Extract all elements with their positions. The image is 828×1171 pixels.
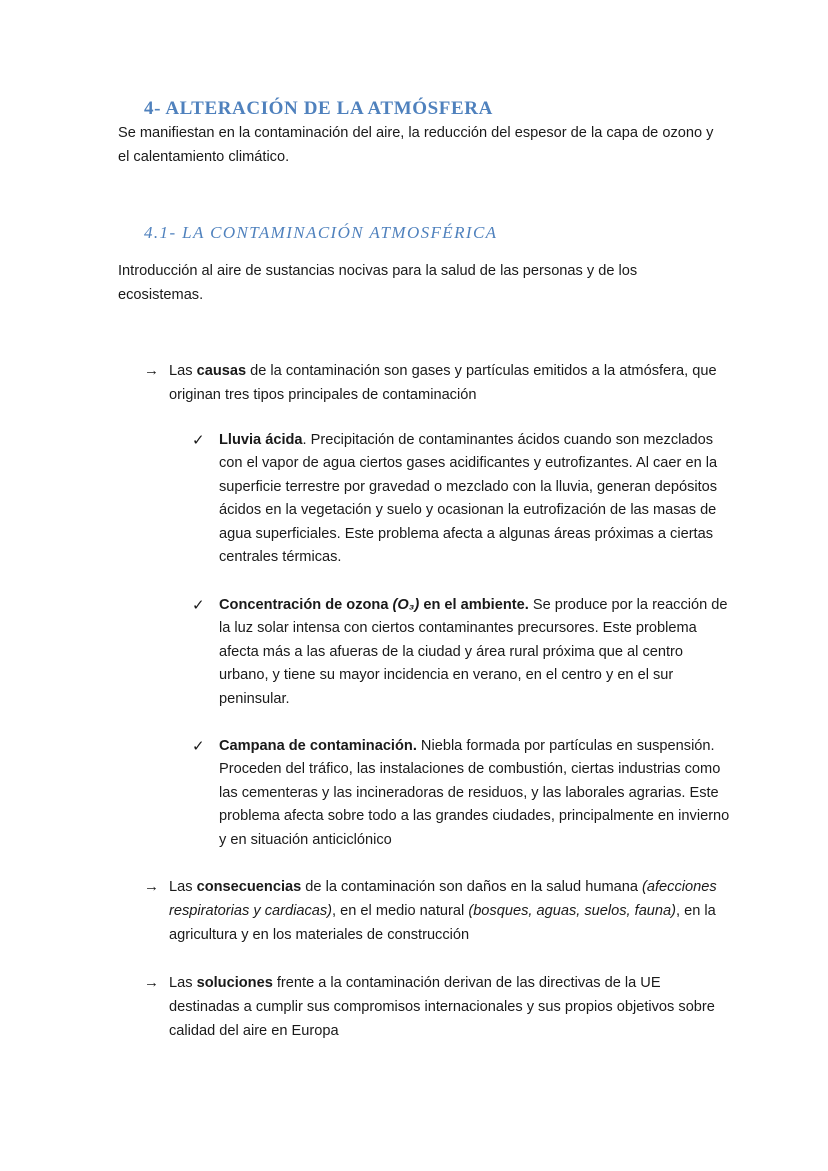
type-text: Concentración de ozona (O₃) en el ambiente. Se produce por la reacción de la luz solar intensa con ciertos contaminantes precursores. Este problema afecta más a las afueras de la ciudad y área rural próxima que al centro urbano, y tiene su mayor incidencia en verano, en el centro y en el sur peninsular. <box>219 597 728 707</box>
solutions-bullet <box>144 971 734 1043</box>
type-text: Lluvia ácida. Precipitación de contaminantes ácidos cuando son mezclados con el vapor de agua ciertos gases acidificantes y eutrofizantes. Al caer en la superficie terrestre por gravedad o mezclado con la lluvia, generan depósitos ácidos en la vegetación y suelo y ocasionan la eutrofización de las masas de agua superficiales. Este problema afecta a algunas áreas próximas a ciertas centrales térmicas. <box>219 432 718 566</box>
consequences-text: Las consecuencias de la contaminación son daños en la salud humana (afecciones respiratorias y cardiacas), en el medio natural (bosques, aguas, suelos, fauna), en la agricultura y en los materiales de construcción <box>169 879 717 943</box>
check-icon: ✓ <box>192 597 205 614</box>
check-icon: ✓ <box>192 738 205 755</box>
solutions-text: Las soluciones frente a la contaminación derivan de las directivas de la UE destinadas a cumplir sus compromisos internacionales y sus propios objetivos sobre calidad del aire en Europa <box>169 975 715 1039</box>
causes-text: Las causas de la contaminación son gases y partículas emitidos a la atmósfera, que originan tres tipos principales de contaminación <box>169 363 717 403</box>
type-item-ozono <box>192 594 732 711</box>
consequences-bullet <box>144 875 734 947</box>
type-text: Campana de contaminación. Niebla formada por partículas en suspensión. Proceden del tráfico, las instalaciones de combustión, ciertas industrias como las cementeras y las incineradoras de residuos, y las laborales agrarias. Este problema afecta sobre todo a las grandes ciudades, principalmente en invierno y en situación anticiclónico <box>219 738 730 848</box>
subsection-intro: Introducción al aire de sustancias nocivas para la salud de las personas y de los ecosistemas. <box>118 263 638 303</box>
arrow-icon: → <box>144 878 159 895</box>
section-intro: Se manifiestan en la contaminación del aire, la reducción del espesor de la capa de ozono y el calentamiento climático. <box>118 125 714 165</box>
type-item-campana <box>192 735 732 852</box>
arrow-icon: → <box>144 362 159 379</box>
arrow-icon: → <box>144 974 159 991</box>
check-icon: ✓ <box>192 432 205 449</box>
subsection-title: 4.1- LA CONTAMINACIÓN ATMOSFÉRICA <box>144 223 498 242</box>
section-title: 4- ALTERACIÓN DE LA ATMÓSFERA <box>144 98 493 119</box>
causes-bullet <box>144 359 734 407</box>
type-item-lluvia-acida <box>192 429 732 569</box>
